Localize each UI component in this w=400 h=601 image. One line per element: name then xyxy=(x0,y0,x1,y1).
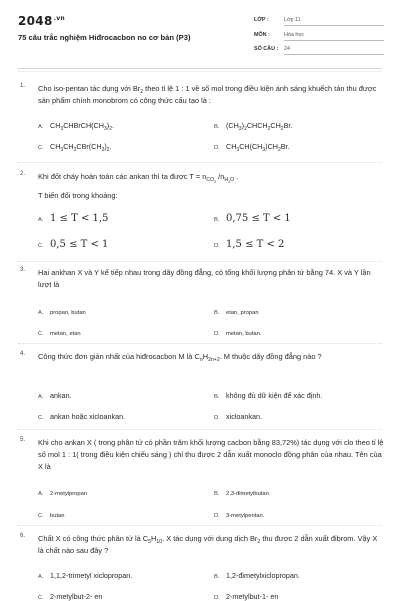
question-number: 3. xyxy=(20,267,26,273)
document-header xyxy=(0,0,400,70)
option-b[interactable]: B. 1,2-đimetylxiclopropan. xyxy=(214,571,300,580)
option-a[interactable]: A. ankan. xyxy=(38,391,72,400)
option-a[interactable]: A. $CH_3CHBrCH(CH_3)_2$. xyxy=(38,121,114,132)
option-c[interactable]: C. 2-metylbut-2- en xyxy=(38,592,103,601)
option-a[interactable]: A. propan, butan xyxy=(38,310,86,316)
option-d[interactable]: D. metan, butan. xyxy=(214,331,262,337)
count-value: 24 xyxy=(284,46,384,55)
document-title: 75 câu trắc nghiệm Hiđrocacbon no cơ bản (P3) xyxy=(18,33,191,42)
subject-value: Hóa học xyxy=(284,32,384,41)
option-a[interactable]: A. 1 ≤ T < 1,5 xyxy=(38,213,109,224)
option-c[interactable]: C. 0,5 ≤ T < 1 xyxy=(38,239,109,250)
option-d[interactable]: D. 1,5 ≤ T < 2 xyxy=(214,239,285,250)
option-a[interactable]: A. 2-metylpropan xyxy=(38,491,88,497)
site-logo[interactable]: $2048^{.vn}$ xyxy=(18,14,65,28)
question-number: 1. xyxy=(20,83,26,89)
question-divider xyxy=(18,162,382,163)
option-c[interactable]: C. $CH_3CH_2CBr(CH_3)_2$. xyxy=(38,142,112,153)
question-divider xyxy=(18,261,382,262)
option-b[interactable]: B. 2,3-đimetylbutan xyxy=(214,491,269,497)
option-b[interactable]: B. không đủ dữ kiện để xác định. xyxy=(214,391,323,400)
option-d[interactable]: D. 3-metylpentan. xyxy=(214,513,265,519)
option-b[interactable]: B. etan, propan xyxy=(214,310,259,316)
question-divider xyxy=(18,343,382,344)
option-d[interactable]: D. $CH_3CH(CH_3)CH_2Br$. xyxy=(214,142,290,153)
option-a[interactable]: A. 1,1,2-trimetyl xiclopropan. xyxy=(38,571,133,580)
option-b[interactable]: B. $(CH_3)_2CHCH_2CH_2Br$. xyxy=(214,121,293,132)
option-d[interactable]: D. xicloankan. xyxy=(214,412,262,421)
question-subtext: T biến đổi trong khoảng: xyxy=(38,191,118,200)
question-number: 5. xyxy=(20,437,26,443)
question-divider xyxy=(18,525,382,526)
option-d[interactable]: D. 2-metylbut-1- en xyxy=(214,592,279,601)
header-divider-dotted xyxy=(18,71,382,72)
header-divider xyxy=(18,68,382,69)
option-c[interactable]: C. metan, etan xyxy=(38,331,81,337)
question-number: 2. xyxy=(20,171,26,177)
question-number: 6. xyxy=(20,533,26,539)
question-text: Khi cho ankan X ( trong phân tử có phần trăm khối lượng cacbon bằng 83,72%) tác dụng với clo theo tỉ lệ số mol 1 : 1( trong điều kiện chiếu sáng ) chỉ thu được 2 dẫn xuất monoclo đồng phân của nhau. Tên của X là xyxy=(38,438,384,471)
question-number: 4. xyxy=(20,351,26,357)
count-label: SỐ CÂU : xyxy=(254,46,279,52)
question-text: Chất X có công thức phân tử là $C_5H_{10}$. X tác dụng với dung dịch $Br_2$ thu được 2 dẫn xuất đibrom. Vậy X là chất nào sau đây ? xyxy=(38,534,378,555)
subject-label: MÔN : xyxy=(254,32,270,38)
option-c[interactable]: C. butan xyxy=(38,513,65,519)
option-c[interactable]: C. ankan hoặc xicloankan. xyxy=(38,412,126,421)
question-text: Hai ankhan X và Y kế tiếp nhau trong dãy đồng đẳng, có tổng khối lượng phân tử bằng 74. X và Y lần lượt là xyxy=(38,268,371,289)
question-text: Cho iso-pentan tác dụng với $Br_2$ theo tỉ lệ 1 : 1 về số mol trong điều kiện ánh sáng khuếch tán thu được sản phẩm chính monobrom có công thức cấu tạo là : xyxy=(38,84,377,105)
question-text: Khi đốt cháy hoàn toàn các ankan thì ta được $T = n_{CO_2}$ $/n_{H_2O}$ . xyxy=(38,172,239,184)
class-value: Lớp 11 xyxy=(284,17,384,26)
option-b[interactable]: B. 0,75 ≤ T < 1 xyxy=(214,213,291,224)
question-divider xyxy=(18,429,382,430)
question-text: Công thức đơn giản nhất của hiđrocacbon M là $C_nH_{2n+2}$. M thuộc dãy đồng đẳng nào ? xyxy=(38,352,322,363)
class-label: LỚP : xyxy=(254,17,269,23)
